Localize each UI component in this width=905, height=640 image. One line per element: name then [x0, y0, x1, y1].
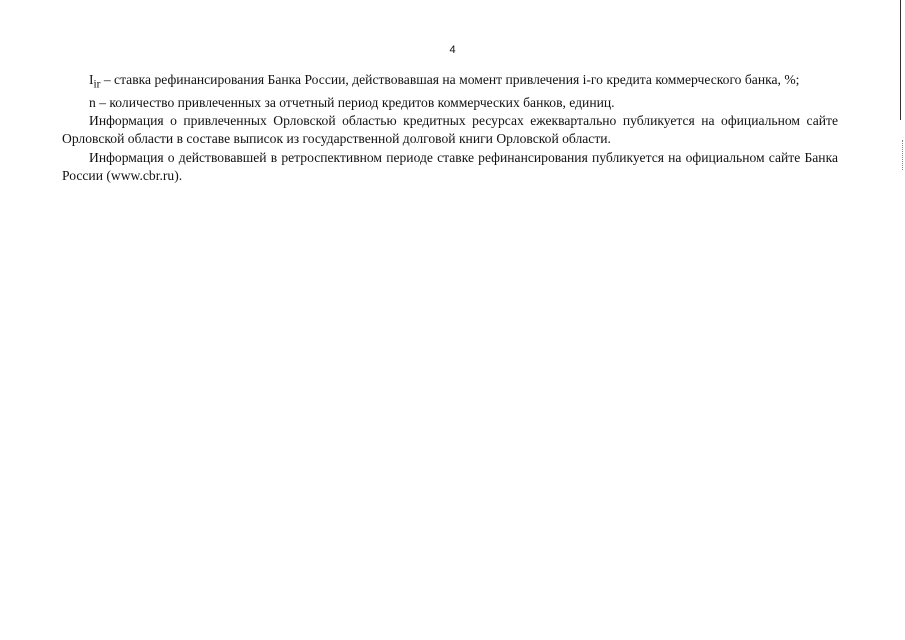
paragraph-credit-count: n – количество привлеченных за отчетный период кредитов коммерческих банков, единиц.: [89, 94, 615, 110]
paragraph-rate-definition: [62, 71, 838, 94]
rate-definition-text: – ставка рефинансирования Банка России, действовавшая на момент привлечения i-го кредита коммерческого банка, %;: [100, 72, 800, 87]
document-body: [62, 71, 838, 185]
paragraph-publication-info: Информация о привлеченных Орловской областью кредитных ресурсах ежеквартально публикуется на официальном сайте Орловской области в составе выписок из государственной долговой книги Орловской области.: [62, 113, 838, 147]
scan-edge-marks: [900, 140, 903, 170]
rate-symbol-subscript: ir: [93, 78, 101, 91]
paragraph-refinancing-rate-info: Информация о действовавшей в ретроспективном периоде ставке рефинансирования публикуется на официальном сайте Банка России (www.cbr.ru).: [62, 149, 838, 183]
page-number: 4: [449, 44, 456, 56]
scan-edge-line: [900, 0, 901, 120]
rate-symbol: I: [89, 72, 94, 87]
